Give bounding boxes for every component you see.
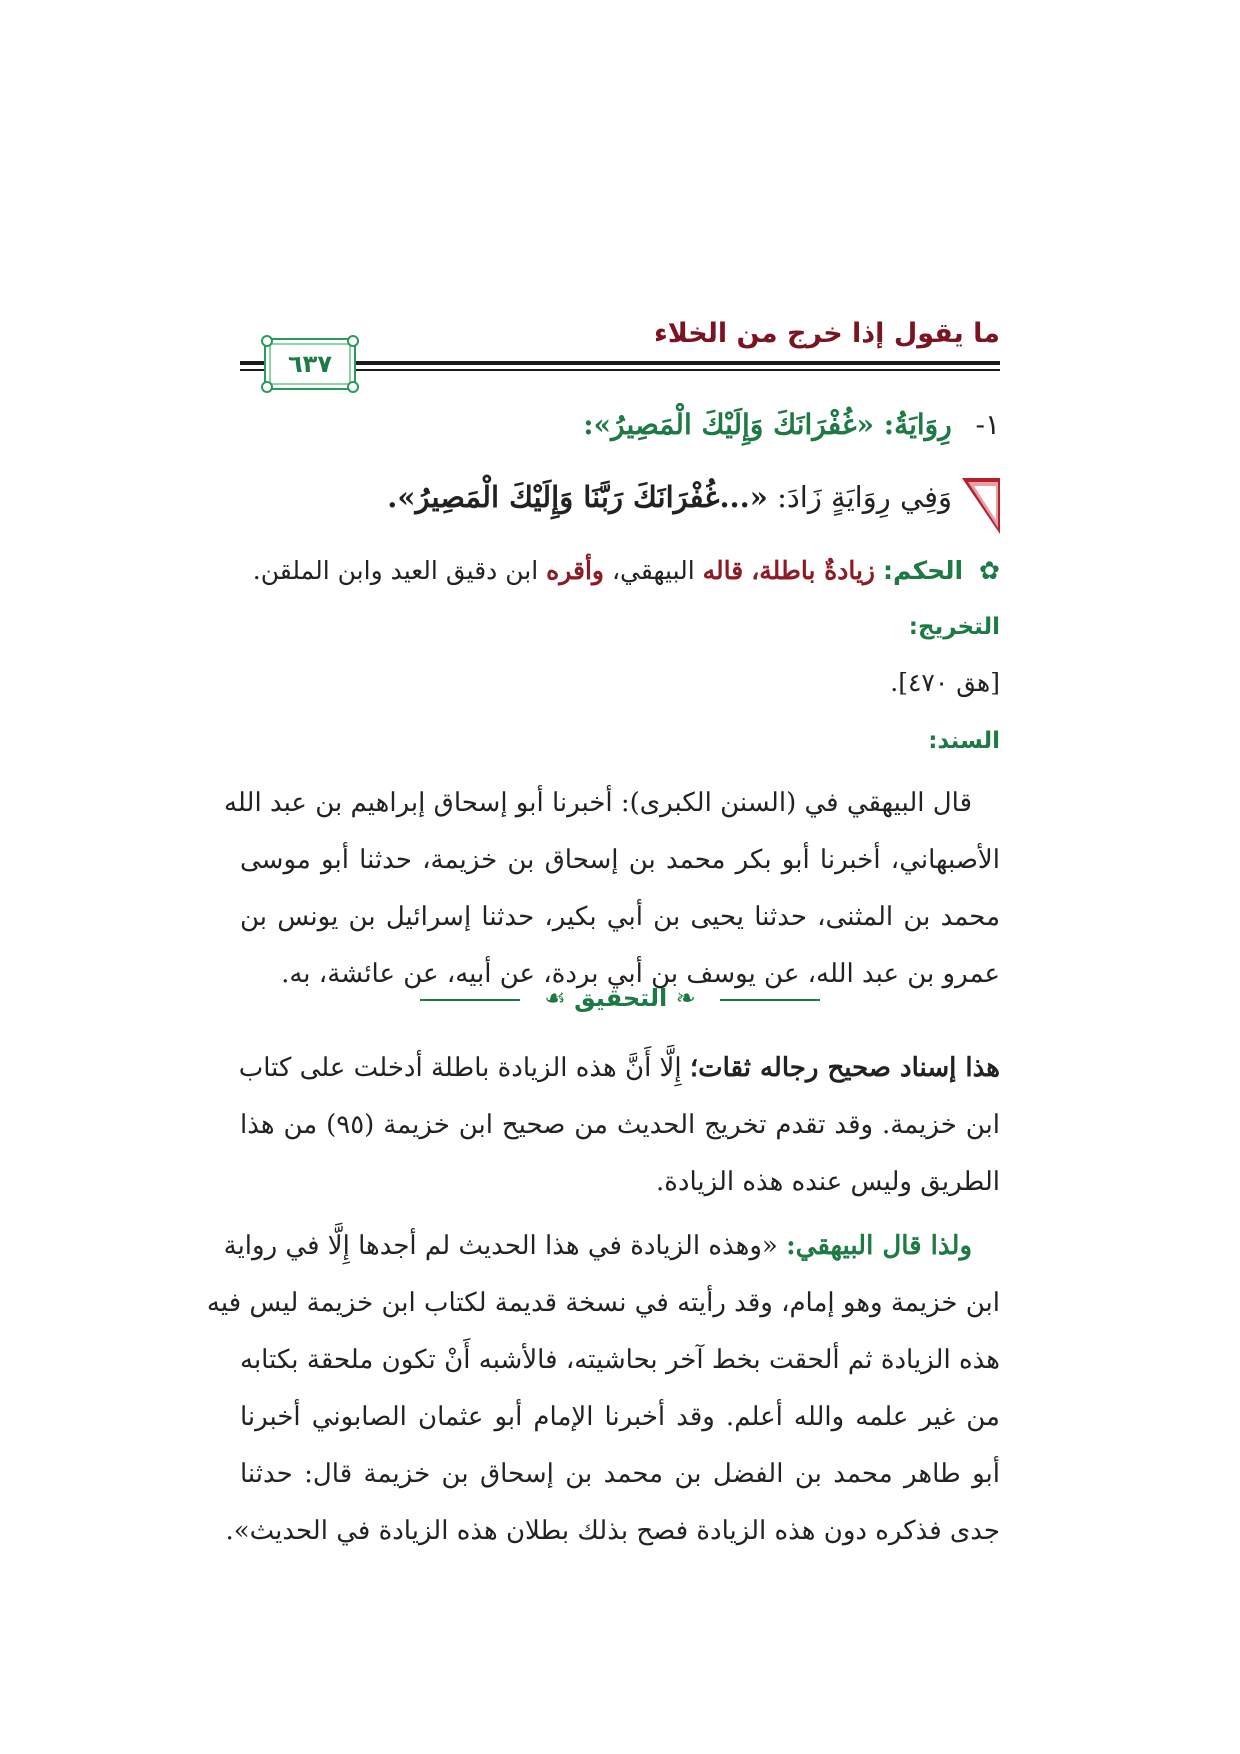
ruling-approved-label: وأقره xyxy=(546,556,605,585)
sanad-line: عمرو بن عبد الله، عن يوسف بن أبي بردة، عن أبيه، عن عائشة، به. xyxy=(281,959,1000,989)
flower-icon: ✿ xyxy=(979,556,1000,585)
sanad-line: محمد بن المثنى، حدثنا يحيى بن أبي بكير، حدثنا إسرائيل بن يونس بن xyxy=(240,902,1000,932)
riwaya-line xyxy=(387,480,952,514)
ruling-said-by: البيهقي، xyxy=(611,556,695,585)
sanad-line: قال البيهقي في (السنن الكبرى): أخبرنا أبو إسحاق إبراهيم بن عبد الله xyxy=(223,788,972,818)
takhrij-value: [هق ٤٧٠]. xyxy=(890,668,1000,697)
tahqiq-line: أبو طاهر محمد بن الفضل بن محمد بن إسحاق بن خزيمة قال: حدثنا xyxy=(240,1459,1000,1489)
frame-corner-icon xyxy=(261,381,273,393)
tahqiq-line-text: إِلَّا أَنَّ هذه الزيادة باطلة أدخلت على كتاب xyxy=(238,1053,682,1083)
takhrij-label: التخريج: xyxy=(908,614,1000,640)
tahqiq-line: من غير علمه والله أعلم. وقد أخبرنا الإمام أبو عثمان الصابوني أخبرنا xyxy=(240,1402,1000,1432)
exercise-number: ١- xyxy=(975,408,1000,441)
tahqiq-title-wrap xyxy=(420,984,820,1012)
riwaya-intro: وَفِي رِوَايَةٍ زَادَ: xyxy=(777,480,952,514)
ruling-said-by-label: قاله xyxy=(702,556,744,585)
sanad-paragraph xyxy=(223,775,1000,1003)
tahqiq-line: جدى فذكره دون هذه الزيادة فصح بذلك بطلان هذه الزيادة في الحديث». xyxy=(225,1516,1000,1546)
divider-flourish-icon: ☙ xyxy=(544,984,566,1012)
exercise-heading xyxy=(583,408,1000,441)
tahqiq-line-text: «وهذه الزيادة في هذا الحديث لم أجدها إِلَّا في رواية xyxy=(223,1231,778,1261)
ruling-approved-by: ابن دقيق العيد وابن الملقن. xyxy=(252,556,539,585)
tahqiq-line: ابن خزيمة وهو إمام، وقد رأيته في نسخة قديمة لكتاب ابن خزيمة ليس فيه xyxy=(206,1288,1000,1318)
page-number: ٦٣٧ xyxy=(288,350,332,378)
ruling-label: الحكم: xyxy=(882,556,964,585)
chapter-title: ما يقول إذا خرج من الخلاء xyxy=(653,318,1000,349)
tahqiq-bold-lead: هذا إسناد صحيح رجاله ثقات؛ xyxy=(689,1053,1000,1083)
tahqiq-paragraph-1 xyxy=(240,1040,1000,1211)
ruling-line xyxy=(253,556,1000,585)
divider-flourish-icon: ❧ xyxy=(667,984,696,1012)
corner-ornament-icon xyxy=(962,478,1000,534)
tahqiq-line xyxy=(223,1218,1000,1275)
ruling-verdict: زيادةٌ باطلة، xyxy=(751,556,876,585)
tahqiq-line: الطريق وليس عنده هذه الزيادة. xyxy=(656,1167,1000,1197)
sanad-line: الأصبهاني، أخبرنا أبو بكر محمد بن إسحاق بن خزيمة، حدثنا أبو موسى xyxy=(240,845,1000,875)
tahqiq-divider xyxy=(420,984,820,1014)
tahqiq-line: ابن خزيمة. وقد تقدم تخريج الحديث من صحيح ابن خزيمة (٩٥) من هذا xyxy=(240,1110,1000,1140)
bayhaqi-lead: ولذا قال البيهقي: xyxy=(786,1231,972,1261)
tahqiq-line: هذه الزيادة ثم ألحقت بخط آخر بحاشيته، فالأشبه أَنْ تكون ملحقة بكتابه xyxy=(240,1345,1000,1375)
exercise-heading-text: رِوَايَةُ: «غُفْرَانَكَ وَإِلَيْكَ الْمَصِيرُ»: xyxy=(583,408,952,441)
frame-corner-icon xyxy=(347,335,359,347)
sanad-label: السند: xyxy=(928,728,1000,754)
tahqiq-line xyxy=(240,1040,1000,1097)
riwaya-quote: «...غُفْرَانَكَ رَبَّنَا وَإِلَيْكَ الْمَصِيرُ». xyxy=(387,480,768,514)
frame-corner-icon xyxy=(261,335,273,347)
tahqiq-paragraph-2 xyxy=(206,1218,1000,1560)
frame-corner-icon xyxy=(347,381,359,393)
tahqiq-title: التحقيق xyxy=(574,984,668,1012)
page-number-frame xyxy=(264,338,356,390)
